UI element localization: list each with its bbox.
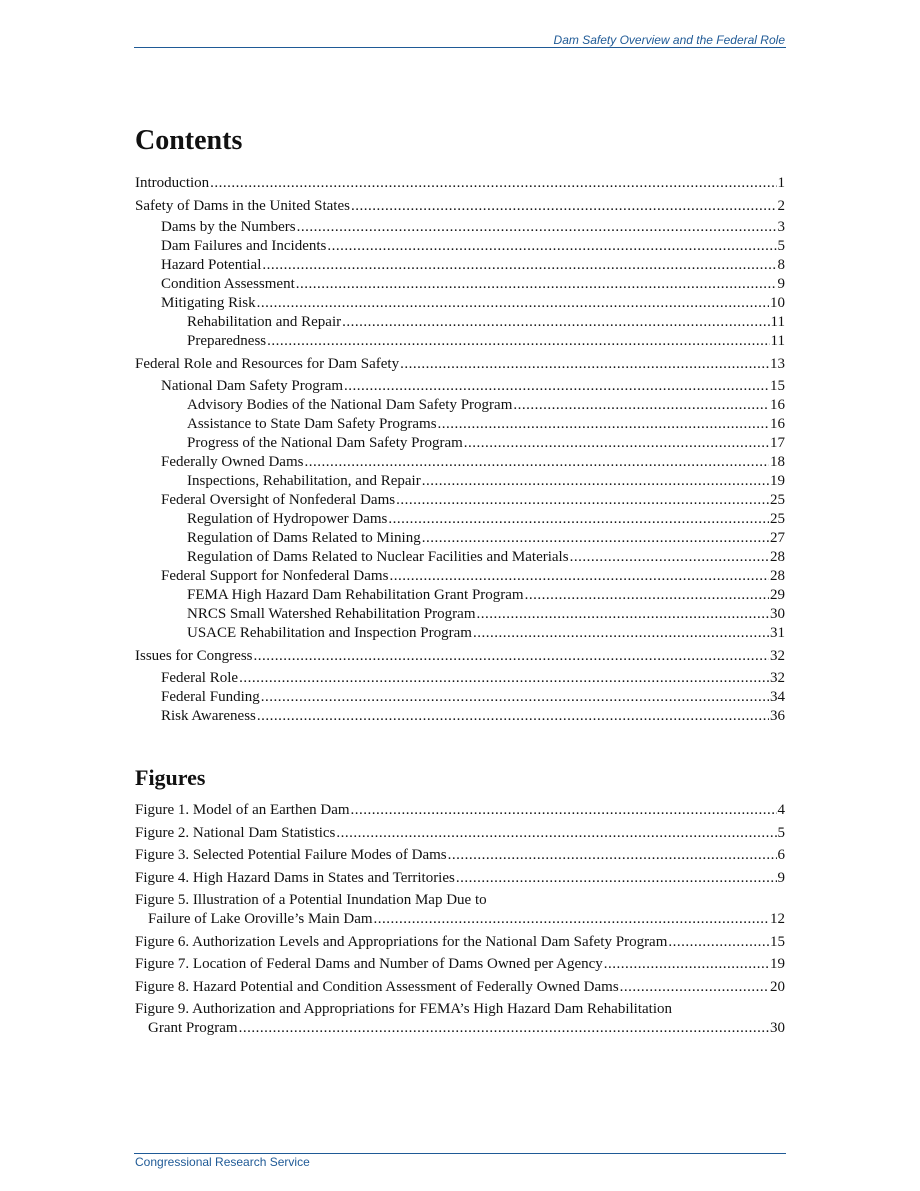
toc-entry-page: 11 (770, 314, 785, 330)
toc-entry-label: Dams by the Numbers (161, 219, 296, 235)
dot-leader (448, 846, 777, 865)
dot-leader (351, 801, 777, 820)
dot-leader (456, 869, 777, 888)
figure-entry-page: 9 (777, 870, 785, 886)
toc-entry-page: 2 (777, 198, 785, 214)
figure-entry[interactable] (135, 824, 785, 843)
toc-entry-page: 16 (770, 416, 785, 432)
toc-entry[interactable] (135, 377, 785, 396)
toc-entry-page: 25 (770, 492, 785, 508)
toc-entry[interactable] (135, 275, 785, 294)
toc-entry[interactable] (135, 647, 785, 666)
dot-leader (239, 669, 769, 688)
toc-entry-page: 3 (777, 219, 785, 235)
figure-entry-label: Figure 7. Location of Federal Dams and Number of Dams Owned per Agency (135, 956, 603, 972)
toc-entry[interactable] (135, 567, 785, 586)
toc-entry-page: 32 (770, 648, 785, 664)
running-header: Dam Safety Overview and the Federal Role (553, 33, 785, 47)
toc-entry[interactable] (135, 294, 785, 313)
toc-entry[interactable] (135, 218, 785, 237)
dot-leader (464, 434, 769, 453)
dot-leader (267, 332, 769, 351)
running-footer: Congressional Research Service (135, 1155, 310, 1169)
toc-entry[interactable] (135, 586, 785, 605)
toc-entry-page: 29 (770, 587, 785, 603)
dot-leader (400, 355, 769, 374)
toc-entry-page: 27 (770, 530, 785, 546)
toc-entry-label: Preparedness (187, 333, 267, 349)
toc-entry-page: 28 (770, 568, 785, 584)
toc-entry-page: 5 (777, 238, 785, 254)
toc-entry-label: Introduction (135, 175, 210, 191)
footer-rule (134, 1153, 786, 1154)
toc-entry[interactable] (135, 197, 785, 216)
toc-entry-page: 11 (770, 333, 785, 349)
dot-leader (297, 218, 777, 237)
toc-entry-label: NRCS Small Watershed Rehabilitation Program (187, 606, 476, 622)
toc-entry-label: Progress of the National Dam Safety Program (187, 435, 463, 451)
figure-entry-label: Figure 2. National Dam Statistics (135, 825, 336, 841)
toc-entry[interactable] (135, 510, 785, 529)
dot-leader (396, 491, 769, 510)
toc-entry-label: Inspections, Rehabilitation, and Repair (187, 473, 421, 489)
dot-leader (620, 978, 769, 997)
toc-entry[interactable] (135, 472, 785, 491)
toc-entry-label: USACE Rehabilitation and Inspection Program (187, 625, 472, 641)
toc-entry[interactable] (135, 453, 785, 472)
figure-entry[interactable] (135, 933, 785, 952)
figure-entry-page: 15 (770, 934, 785, 950)
dot-leader (336, 824, 776, 843)
dot-leader (668, 933, 769, 952)
toc-entry-page: 13 (770, 356, 785, 372)
figure-entry-label: Figure 6. Authorization Levels and Appropriations for the National Dam Safety Program (135, 934, 668, 950)
dot-leader (388, 510, 769, 529)
toc-entry-label: Advisory Bodies of the National Dam Safety Program (187, 397, 513, 413)
figure-entry-page: 4 (777, 802, 785, 818)
toc-entry-label: Federal Funding (161, 689, 260, 705)
figure-entry-label: Figure 3. Selected Potential Failure Modes of Dams (135, 847, 447, 863)
dot-leader (257, 707, 769, 726)
figure-entry-page: 6 (777, 847, 785, 863)
figure-entry[interactable] (135, 978, 785, 997)
dot-leader (344, 377, 769, 396)
toc-entry[interactable] (135, 688, 785, 707)
dot-leader (513, 396, 769, 415)
toc-entry[interactable] (135, 434, 785, 453)
toc-entry-page: 17 (770, 435, 785, 451)
toc-entry-page: 19 (770, 473, 785, 489)
toc-entry-label: Regulation of Dams Related to Nuclear Facilities and Materials (187, 549, 569, 565)
dot-leader (422, 529, 769, 548)
toc-entry[interactable] (135, 491, 785, 510)
toc-entry-page: 36 (770, 708, 785, 724)
figure-entry-label: Grant Program (148, 1020, 238, 1036)
dot-leader (296, 275, 777, 294)
toc-entry[interactable] (135, 605, 785, 624)
toc-entry-page: 10 (770, 295, 785, 311)
dot-leader (304, 453, 769, 472)
toc-entry[interactable] (135, 332, 785, 351)
figure-entry-page: 30 (770, 1020, 785, 1036)
toc-entry-label: Federal Oversight of Nonfederal Dams (161, 492, 396, 508)
toc-entry-page: 32 (770, 670, 785, 686)
dot-leader (422, 472, 769, 491)
figure-entry-label: Figure 1. Model of an Earthen Dam (135, 802, 350, 818)
toc-entry[interactable] (135, 237, 785, 256)
toc-entry-page: 30 (770, 606, 785, 622)
toc-entry-label: National Dam Safety Program (161, 378, 344, 394)
toc-entry-page: 9 (777, 276, 785, 292)
dot-leader (342, 313, 769, 332)
toc-entry[interactable] (135, 174, 785, 193)
dot-leader (570, 548, 769, 567)
dot-leader (257, 294, 769, 313)
figure-entry-page: 12 (770, 911, 785, 927)
figure-entry-label: Figure 8. Hazard Potential and Condition Assessment of Federally Owned Dams (135, 979, 619, 995)
toc-entry-label: Risk Awareness (161, 708, 256, 724)
toc-entry-page: 8 (777, 257, 785, 273)
figure-entry[interactable] (135, 801, 785, 820)
toc-entry-page: 16 (770, 397, 785, 413)
toc-entry[interactable] (135, 355, 785, 374)
toc-entry-label: Regulation of Dams Related to Mining (187, 530, 421, 546)
toc-entry-page: 1 (777, 175, 785, 191)
toc-entry-page: 25 (770, 511, 785, 527)
figure-entry-page: 19 (770, 956, 785, 972)
figure-entry[interactable] (135, 1019, 785, 1038)
figure-entry-label: Failure of Lake Oroville’s Main Dam (148, 911, 373, 927)
toc-entry-label: Condition Assessment (161, 276, 295, 292)
toc-entry-label: Safety of Dams in the United States (135, 198, 350, 214)
toc-entry-label: Federal Support for Nonfederal Dams (161, 568, 389, 584)
toc-entry-page: 15 (770, 378, 785, 394)
dot-leader (374, 910, 769, 929)
dot-leader (389, 567, 769, 586)
toc-entry[interactable] (135, 256, 785, 275)
dot-leader (327, 237, 776, 256)
figure-entry-label: Figure 4. High Hazard Dams in States and Territories (135, 870, 455, 886)
figure-entry-line1: Figure 5. Illustration of a Potential Inundation Map Due to (135, 892, 487, 908)
toc-entry-label: Hazard Potential (161, 257, 262, 273)
toc-entry[interactable] (135, 415, 785, 434)
figure-entry[interactable] (135, 955, 785, 974)
header-rule (134, 47, 786, 48)
dot-leader (210, 174, 776, 193)
figure-entry[interactable] (135, 869, 785, 888)
toc-entry-label: Federal Role (161, 670, 239, 686)
dot-leader (351, 197, 777, 216)
toc-entry[interactable] (135, 396, 785, 415)
figure-entry[interactable] (135, 910, 785, 929)
contents-heading: Contents (135, 125, 243, 156)
dot-leader (473, 624, 769, 643)
toc-entry[interactable] (135, 624, 785, 643)
toc-entry-label: Dam Failures and Incidents (161, 238, 327, 254)
dot-leader (262, 256, 776, 275)
toc-entry-page: 28 (770, 549, 785, 565)
toc-entry[interactable] (135, 529, 785, 548)
dot-leader (604, 955, 769, 974)
dot-leader (477, 605, 770, 624)
figure-entry-line1: Figure 9. Authorization and Appropriations for FEMA’s High Hazard Dam Rehabilitation (135, 1001, 672, 1017)
toc-entry[interactable] (135, 669, 785, 688)
toc-entry-label: Mitigating Risk (161, 295, 256, 311)
dot-leader (438, 415, 769, 434)
toc-entry-label: Regulation of Hydropower Dams (187, 511, 388, 527)
dot-leader (239, 1019, 769, 1038)
figures-heading: Figures (135, 765, 206, 790)
toc-entry[interactable] (135, 707, 785, 726)
toc-entry-page: 31 (770, 625, 785, 641)
figure-entry-page: 20 (770, 979, 785, 995)
toc-entry-label: FEMA High Hazard Dam Rehabilitation Grant Program (187, 587, 524, 603)
toc-entry-label: Assistance to State Dam Safety Programs (187, 416, 437, 432)
dot-leader (525, 586, 769, 605)
figure-entry[interactable] (135, 846, 785, 865)
dot-leader (254, 647, 770, 666)
toc-entry-label: Rehabilitation and Repair (187, 314, 342, 330)
toc-entry-label: Federally Owned Dams (161, 454, 304, 470)
toc-entry-page: 18 (770, 454, 785, 470)
toc-entry-label: Federal Role and Resources for Dam Safety (135, 356, 400, 372)
toc-entry-page: 34 (770, 689, 785, 705)
toc-entry[interactable] (135, 548, 785, 567)
toc-entry-label: Issues for Congress (135, 648, 253, 664)
dot-leader (261, 688, 769, 707)
figure-entry-page: 5 (777, 825, 785, 841)
toc-entry[interactable] (135, 313, 785, 332)
